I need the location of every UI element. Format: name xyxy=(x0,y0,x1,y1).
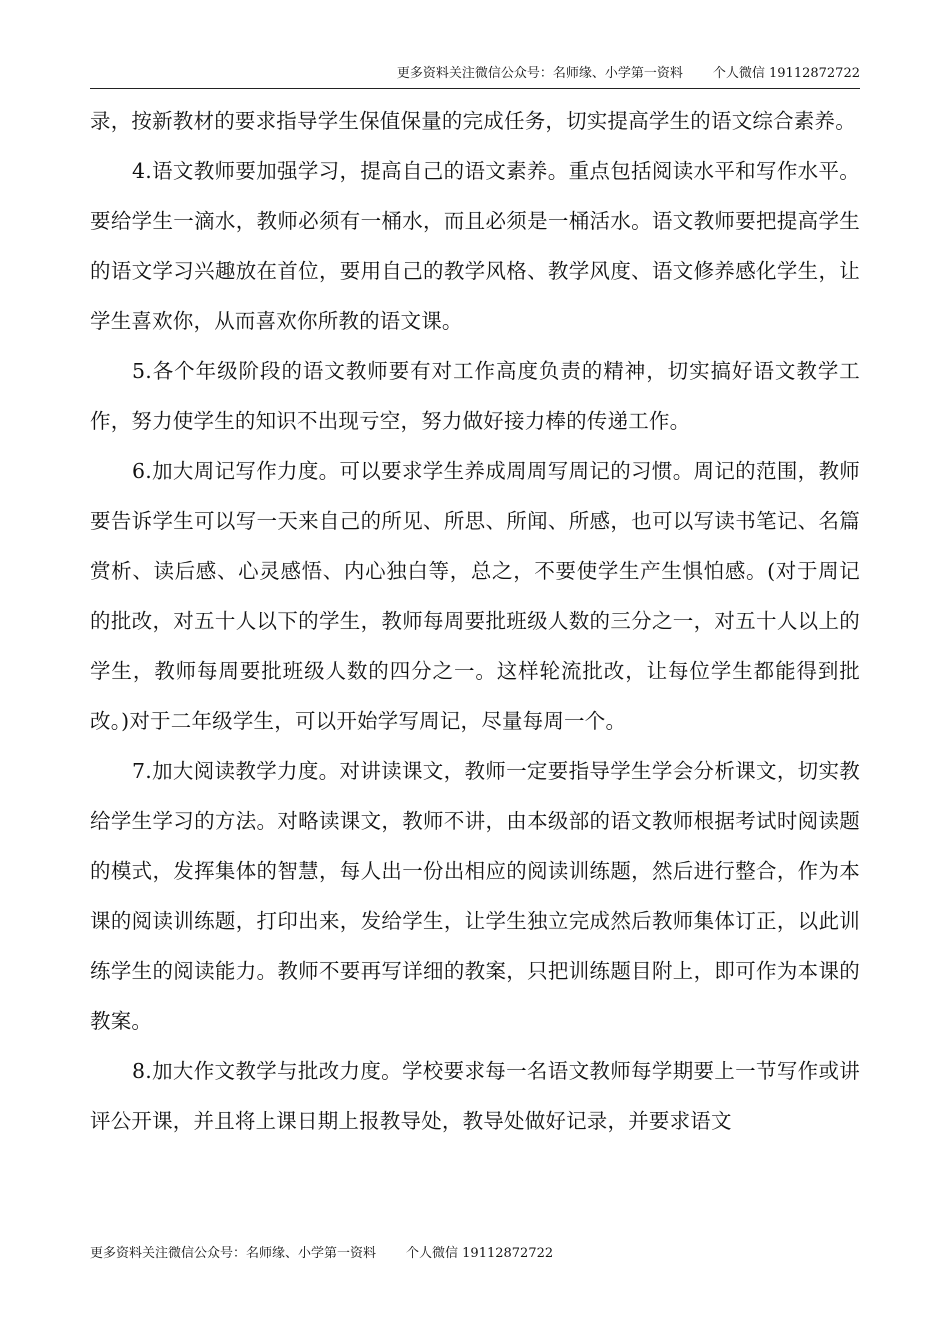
paragraph-item-7: 7.加大阅读教学力度。对讲读课文，教师一定要指导学生学会分析课文，切实教给学生学习的方法。对略读课文，教师不讲，由本级部的语文教师根据考试时阅读题的模式，发挥集体的智慧，每人出一份出相应的阅读训练题，然后进行整合，作为本课的阅读训练题，打印出来，发给学生，让学生独立完成然后教师集体订正，以此训练学生的阅读能力。教师不要再写详细的教案，只把训练题目附上，即可作为本课的教案。 xyxy=(90,759,860,1033)
paragraph-item-4: 4.语文教师要加强学习，提高自己的语文素养。重点包括阅读水平和写作水平。要给学生一滴水，教师必须有一桶水，而且必须是一桶活水。语文教师要把提高学生的语文学习兴趣放在首位，要用自己的教学风格、教学风度、语文修养感化学生，让学生喜欢你，从而喜欢你所教的语文课。 xyxy=(90,159,860,333)
document-body xyxy=(90,96,860,1146)
footer-personal-wechat-text: 个人微信 19112872722 xyxy=(406,1246,554,1261)
page-header xyxy=(90,60,860,89)
header-wechat-account-text: 更多资料关注微信公众号：名师缘、小学第一资料 xyxy=(396,66,683,81)
page-footer xyxy=(90,1244,553,1264)
paragraph-item-8: 8.加大作文教学与批改力度。学校要求每一名语文教师每学期要上一节写作或讲评公开课，并且将上课日期上报教导处，教导处做好记录，并要求语文 xyxy=(90,1059,860,1133)
footer-wechat-account-text: 更多资料关注微信公众号：名师缘、小学第一资料 xyxy=(90,1246,377,1261)
paragraph-continuation: 录，按新教材的要求指导学生保值保量的完成任务，切实提高学生的语文综合素养。 xyxy=(90,109,856,133)
paragraph-item-5: 5.各个年级阶段的语文教师要有对工作高度负责的精神，切实搞好语文教学工作，努力使学生的知识不出现亏空，努力做好接力棒的传递工作。 xyxy=(90,359,860,433)
header-personal-wechat-text: 个人微信 19112872722 xyxy=(712,66,860,81)
paragraph-item-6: 6.加大周记写作力度。可以要求学生养成周周写周记的习惯。周记的范围，教师要告诉学生可以写一天来自己的所见、所思、所闻、所感，也可以写读书笔记、名篇赏析、读后感、心灵感悟、内心独白等，总之，不要使学生产生惧怕感。(对于周记的批改，对五十人以下的学生，教师每周要批班级人数的三分之一，对五十人以上的学生，教师每周要批班级人数的四分之一。这样轮流批改，让每位学生都能得到批改。)对于二年级学生，可以开始学写周记，尽量每周一个。 xyxy=(90,459,860,733)
